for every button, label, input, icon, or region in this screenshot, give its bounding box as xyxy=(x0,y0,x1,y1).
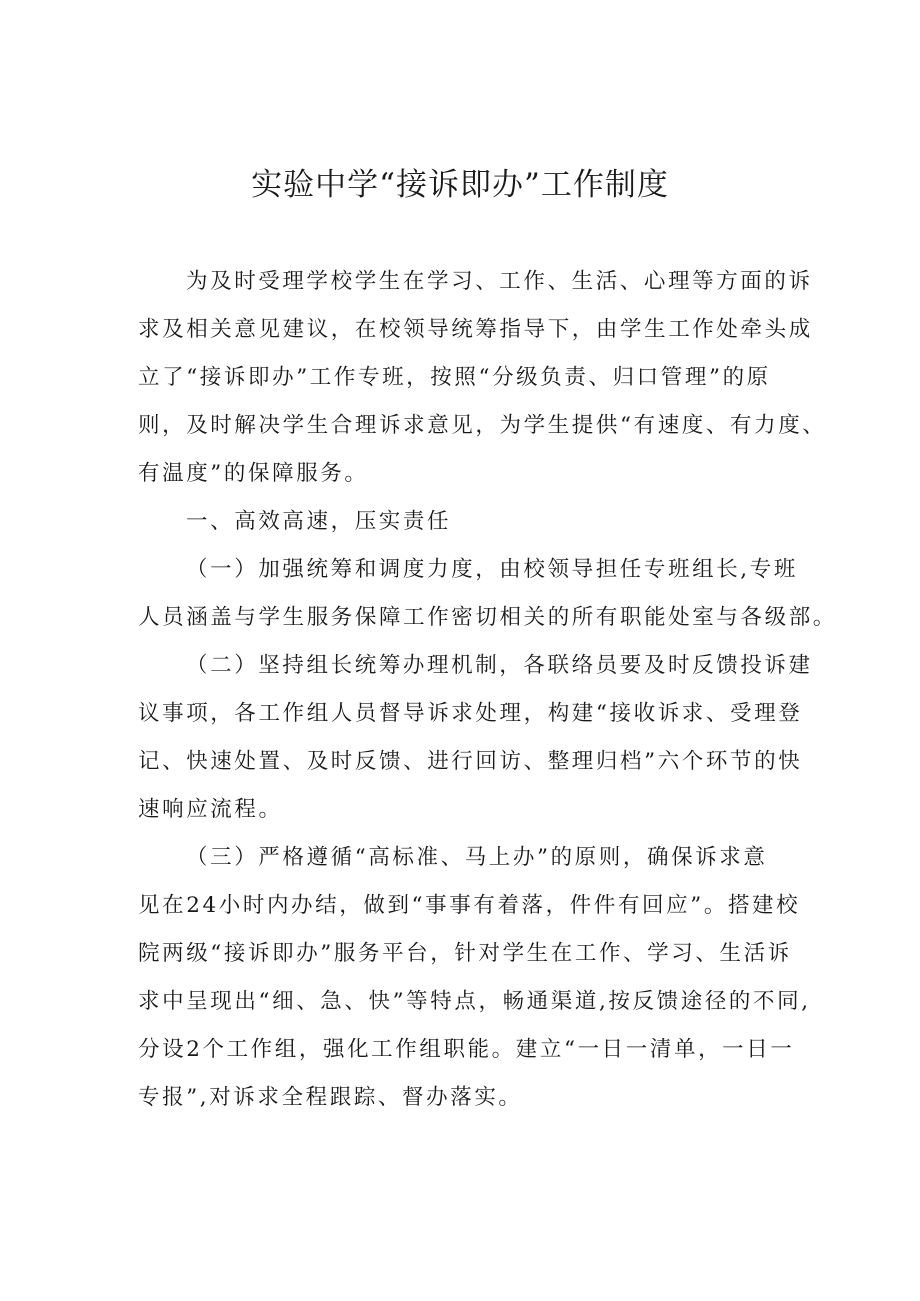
item-2-line: 议事项，各工作组人员督导诉求处理，构建“接收诉求、受理登 xyxy=(138,701,803,726)
item-1-paragraph xyxy=(138,546,837,642)
intro-line: 求及相关意见建议，在校领导统筹指导下，由学生工作处牵头成 xyxy=(138,317,813,342)
item-1-line: （一）加强统筹和调度力度，由校领导担任专班组长,专班 xyxy=(186,557,798,582)
document-title: 实验中学“接诉即办”工作制度 xyxy=(251,167,669,203)
intro-line: 有温度”的保障服务。 xyxy=(138,461,369,486)
section-heading xyxy=(138,498,798,546)
item-3-line: 分设2个工作组，强化工作组职能。建立“一日一清单，一日一 xyxy=(138,1037,795,1062)
item-2-line: 速响应流程。 xyxy=(138,797,283,822)
item-3-line: （三）严格遵循“高标准、马上办”的原则，确保诉求意 xyxy=(186,845,768,870)
item-3-paragraph xyxy=(138,834,811,1122)
intro-line: 立了“接诉即办”工作专班，按照“分级负责、归口管理”的原 xyxy=(138,365,771,390)
item-3-line: 见在24小时内办结，做到“事事有着落，件件有回应”。搭建校 xyxy=(138,893,801,918)
item-2-line: 记、快速处置、及时反馈、进行回访、整理归档”六个环节的快 xyxy=(138,749,803,774)
item-3-line: 求中呈现出“细、急、快”等特点，畅通渠道,按反馈途径的不同, xyxy=(138,989,811,1014)
item-1-line: 人员涵盖与学生服务保障工作密切相关的所有职能处室与各级部。 xyxy=(138,605,837,630)
section-heading-text: 一、高效高速，压实责任 xyxy=(186,509,452,534)
item-2-paragraph xyxy=(138,642,813,834)
intro-line: 则，及时解决学生合理诉求意见，为学生提供“有速度、有力度、 xyxy=(138,413,827,438)
item-3-line: 专报”,对诉求全程跟踪、督办落实。 xyxy=(138,1085,523,1110)
intro-paragraph xyxy=(138,258,827,498)
item-3-line: 院两级“接诉即办”服务平台，针对学生在工作、学习、生活诉 xyxy=(138,941,792,966)
item-2-line: （二）坚持组长统筹办理机制，各联络员要及时反馈投诉建 xyxy=(186,653,813,678)
intro-line: 为及时受理学校学生在学习、工作、生活、心理等方面的诉 xyxy=(186,269,813,294)
